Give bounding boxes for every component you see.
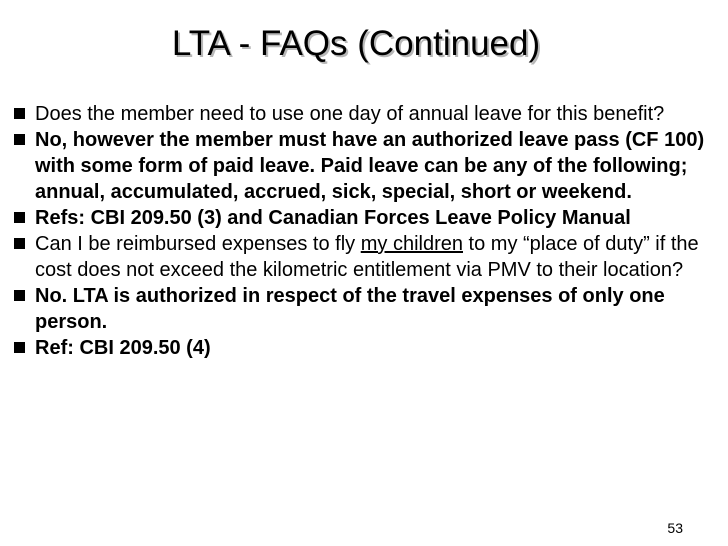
bullet-text: Ref: CBI 209.50 (4) [35, 337, 211, 359]
bullet-item-answer-one-person [14, 283, 724, 335]
bullet-item-answer-leave-pass [14, 127, 724, 205]
bullet-item-ref [14, 335, 724, 361]
bullet-text: Refs: CBI 209.50 (3) and Canadian Forces Leave Policy Manual [35, 207, 631, 229]
bullet-item-question-annual-leave [14, 101, 724, 127]
square-bullet-icon [14, 342, 25, 353]
square-bullet-icon [14, 212, 25, 223]
bullet-item-question-children [14, 231, 724, 283]
slide-title: LTA - FAQs (Continued) [171, 24, 541, 63]
bullet-text-before: Can I be reimbursed expenses to fly [35, 233, 361, 255]
bullet-item-refs [14, 205, 724, 231]
bullet-text: Does the member need to use one day of annual leave for this benefit? [35, 103, 665, 125]
bullet-text-after: to my “place of duty” if the cost does not exceed the kilometric entitlement via PMV to their location? [35, 233, 699, 281]
square-bullet-icon [14, 290, 25, 301]
square-bullet-icon [14, 238, 25, 249]
bullet-text: No, however the member must have an authorized leave pass (CF 100) with some form of paid leave. Paid leave can be any of the following; annual, accumulated, accrued, sick, special, short or weekend. [35, 129, 705, 203]
bullet-text: No. LTA is authorized in respect of the travel expenses of only one person. [35, 285, 665, 333]
bullet-text-underlined: my children [360, 233, 463, 255]
page-number: 53 [667, 520, 683, 536]
bullet-list [14, 101, 724, 361]
square-bullet-icon [14, 108, 25, 119]
square-bullet-icon [14, 134, 25, 145]
